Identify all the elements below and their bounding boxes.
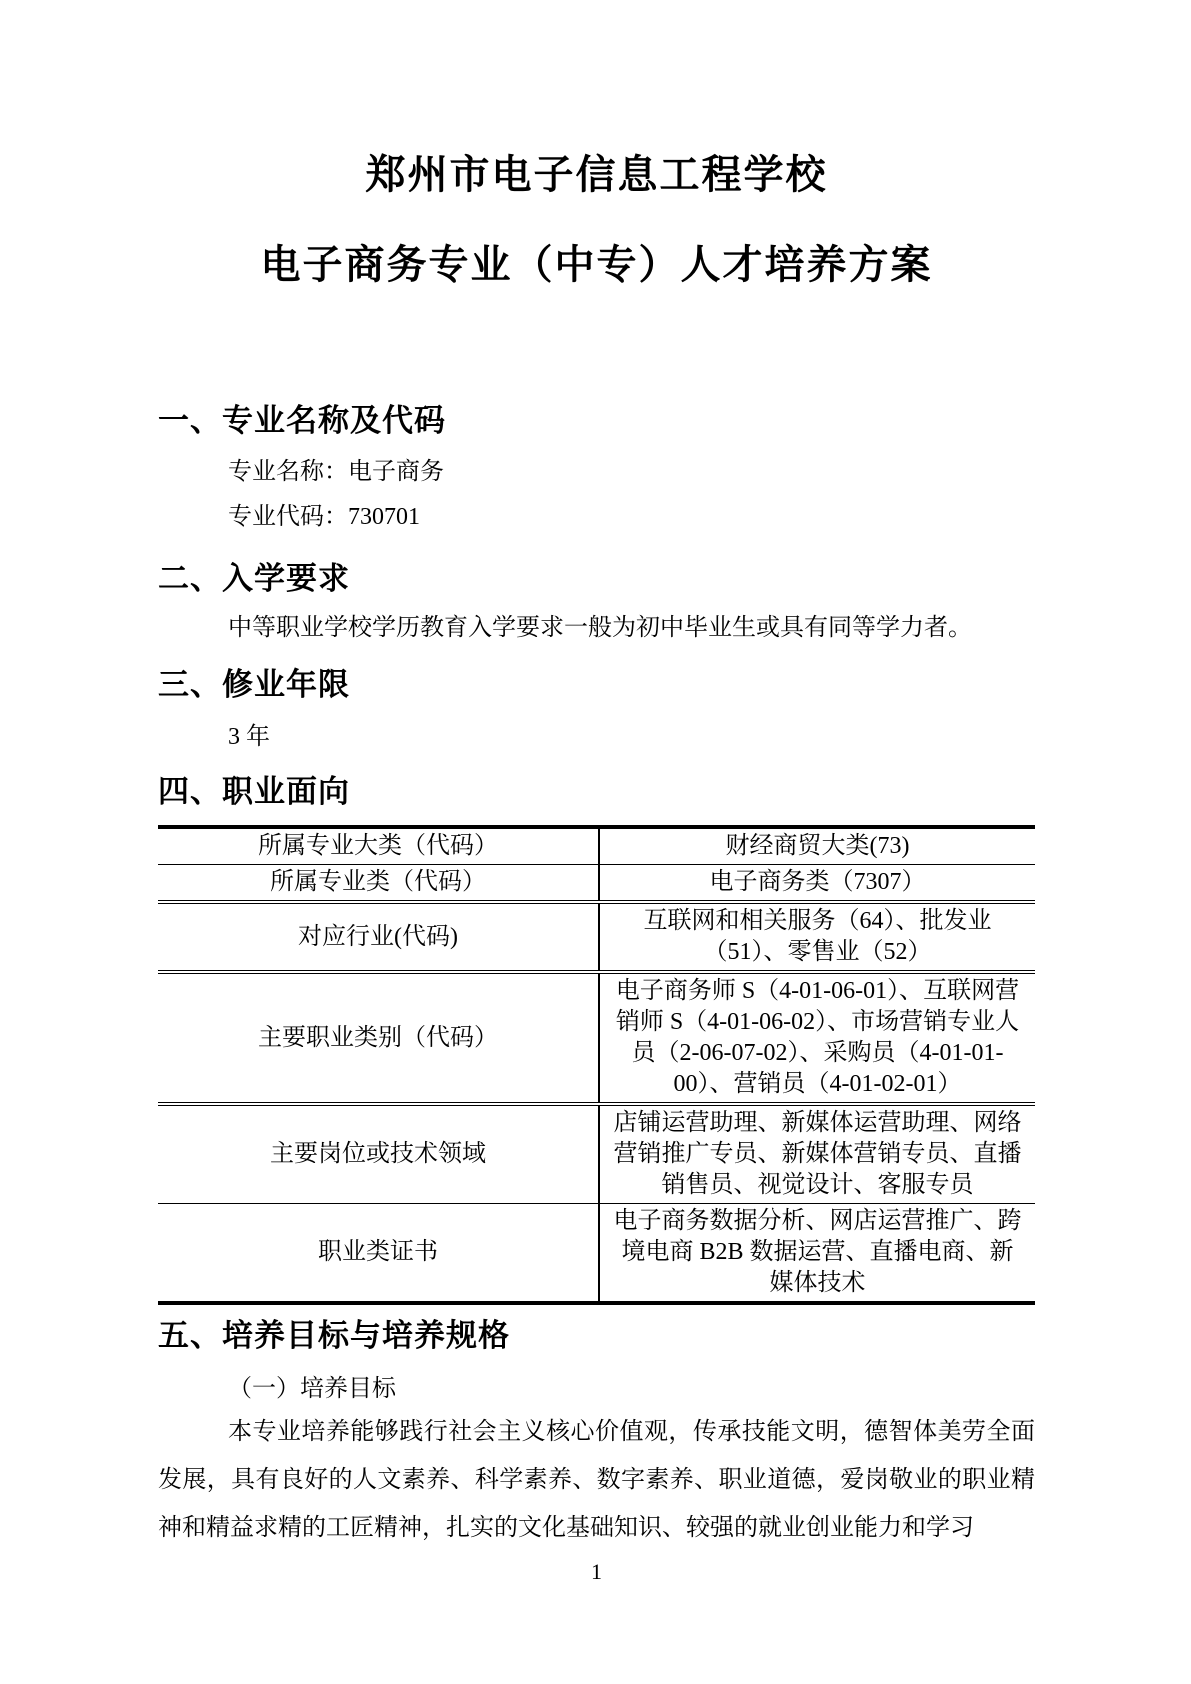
table-row-value: 电子商务类（7307） — [599, 865, 1035, 903]
table-row — [158, 865, 1035, 903]
table-row-value: 电子商务师 S（4-01-06-01）、互联网营销师 S（4-01-06-02）、市场营销专业人员（2-06-07-02）、采购员（4-01-01-00）、营销员（4-01-02-01） — [599, 972, 1035, 1104]
table-row — [158, 1104, 1035, 1204]
table-row-label: 主要岗位或技术领域 — [158, 1104, 599, 1204]
table-row-label: 所属专业类（代码） — [158, 865, 599, 903]
major-name-line: 专业名称：电子商务 — [228, 459, 444, 485]
major-code-line: 专业代码：730701 — [228, 504, 420, 530]
section4-heading: 四、职业面向 — [158, 774, 350, 809]
section1-heading: 一、专业名称及代码 — [158, 403, 446, 438]
admission-requirement-text: 中等职业学校学历教育入学要求一般为初中毕业生或具有同等学力者。 — [228, 615, 972, 641]
table-row — [158, 972, 1035, 1104]
table-row-label: 主要职业类别（代码） — [158, 972, 599, 1104]
table-row-label: 所属专业大类（代码） — [158, 827, 599, 865]
section2-heading: 二、入学要求 — [158, 561, 350, 596]
document-content — [158, 150, 1035, 1584]
training-goal-paragraph: 本专业培养能够践行社会主义核心价值观，传承技能文明，德智体美劳全面发展，具有良好的人文素养、科学素养、数字素养、职业道德，爱岗敬业的职业精神和精益求精的工匠精神，扎实的文化基础知识、较强的就业创业能力和学习 — [158, 1419, 1035, 1541]
table-row-label: 对应行业(代码) — [158, 902, 599, 972]
page-number: 1 — [591, 1559, 602, 1584]
table-row-label: 职业类证书 — [158, 1204, 599, 1304]
study-duration-text: 3 年 — [228, 724, 270, 750]
table-row-value: 电子商务数据分析、网店运营推广、跨境电商 B2B 数据运营、直播电商、新媒体技术 — [613, 1208, 1022, 1296]
section3-heading: 三、修业年限 — [158, 667, 350, 702]
section5-heading: 五、培养目标与培养规格 — [158, 1318, 510, 1353]
table-row-value: 财经商贸大类(73) — [599, 827, 1035, 865]
training-goal-subheading: （一）培养目标 — [228, 1376, 396, 1402]
doc-title-line2: 电子商务专业（中专）人才培养方案 — [260, 243, 933, 287]
table-row — [158, 827, 1035, 865]
doc-title-line1: 郑州市电子信息工程学校 — [365, 153, 828, 197]
table-row-value: 互联网和相关服务（64）、批发业（51）、零售业（52） — [599, 902, 1035, 972]
career-orientation-table — [158, 825, 1035, 1305]
table-row — [158, 902, 1035, 972]
table-row — [158, 1204, 1035, 1304]
table-row-value: 店铺运营助理、新媒体运营助理、网络营销推广专员、新媒体营销专员、直播销售员、视觉设计、客服专员 — [599, 1104, 1035, 1204]
